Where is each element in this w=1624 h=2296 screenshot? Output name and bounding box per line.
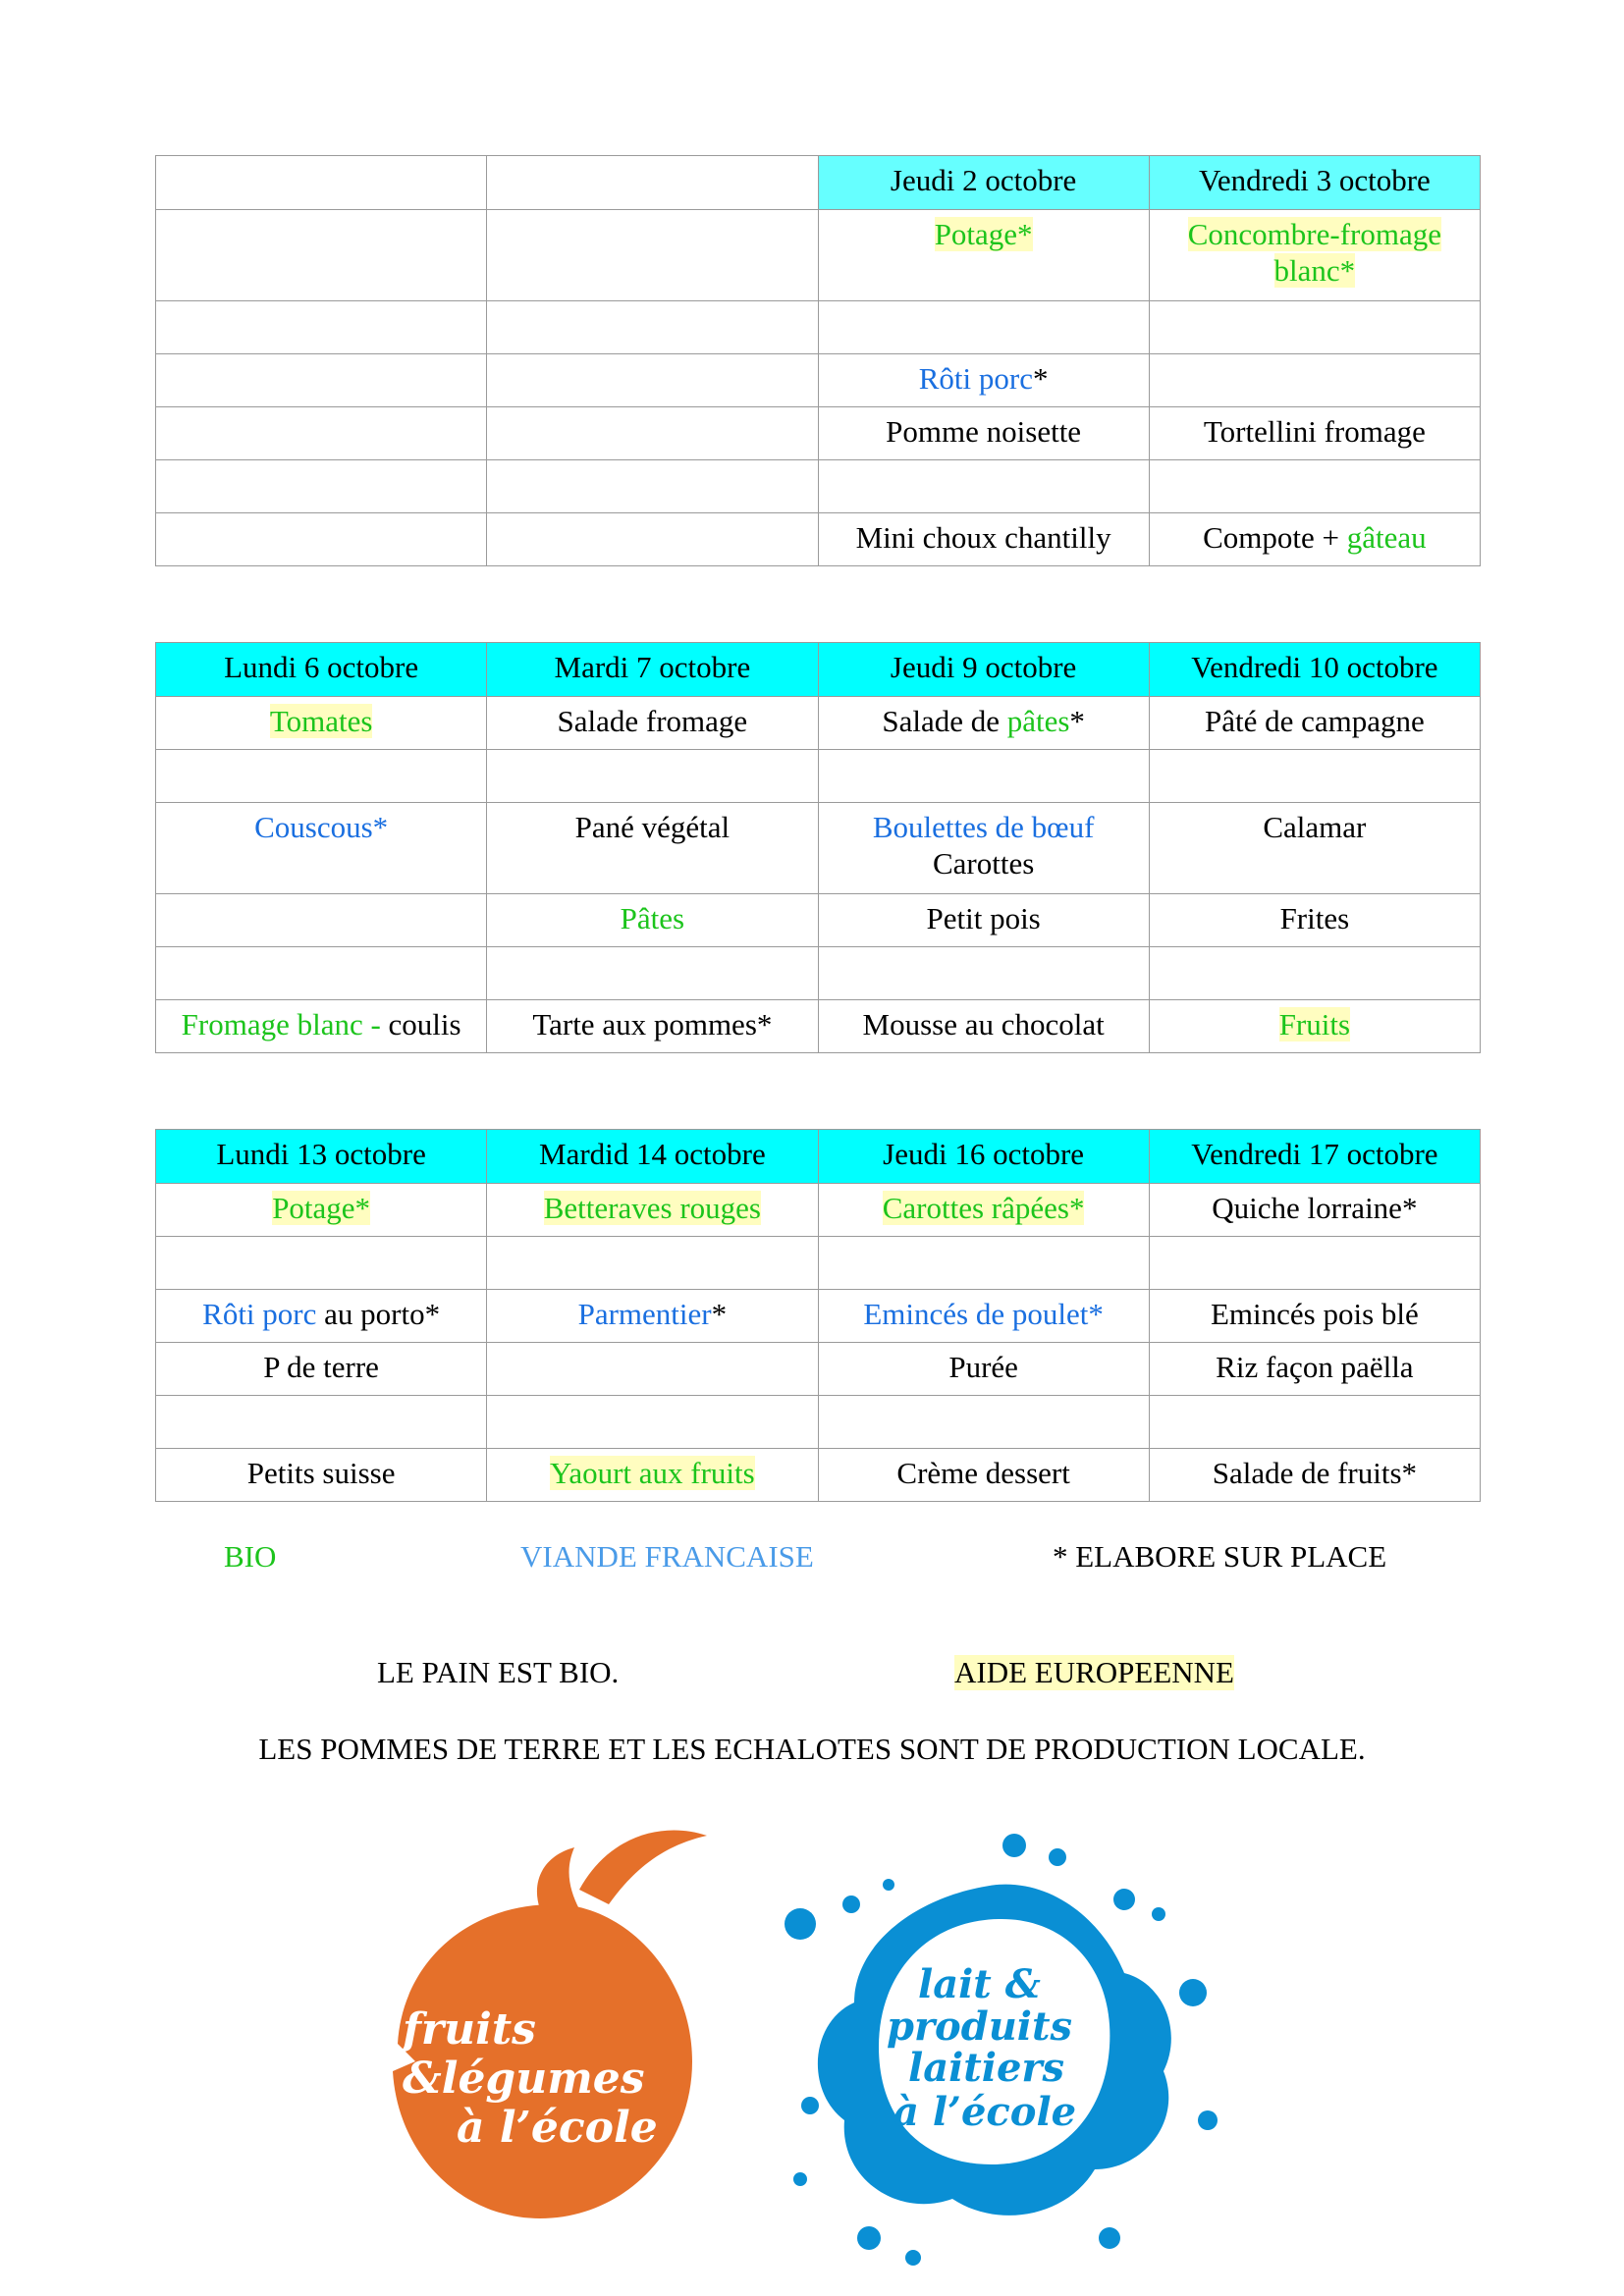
menu-item: Pané végétal	[487, 803, 818, 894]
menu-item: Mousse au chocolat	[818, 1000, 1149, 1053]
week-2-header-row	[156, 643, 1481, 697]
plat-row: Rôti porc au porto* Parmentier* Emincés de poulet* Emincés pois blé	[156, 1290, 1481, 1343]
legend-bio: BIO	[224, 1539, 277, 1574]
menu-item: Potage*	[934, 217, 1033, 251]
menu-item: Crème dessert	[818, 1449, 1149, 1502]
menu-item: Tortellini fromage	[1149, 407, 1480, 460]
menu-item: Riz façon paëlla	[1149, 1343, 1480, 1396]
header-day: Lundi 13 octobre	[156, 1130, 487, 1184]
menu-item: Pâté de campagne	[1149, 697, 1480, 750]
menu-item: Purée	[818, 1343, 1149, 1396]
lait-produits-laitiers-logo	[771, 1826, 1232, 2277]
accompagnement-row	[156, 1343, 1481, 1396]
menu-item: Emincés pois blé	[1149, 1290, 1480, 1343]
empty-row	[156, 1237, 1481, 1290]
header-day: Jeudi 9 octobre	[818, 643, 1149, 697]
menu-week-1	[155, 155, 1481, 566]
menu-item: Fruits	[1278, 1007, 1351, 1041]
legend-elabore: * ELABORE SUR PLACE	[1053, 1539, 1387, 1574]
empty-row	[156, 750, 1481, 803]
menu-week-2	[155, 642, 1481, 1053]
entree-row	[156, 1184, 1481, 1237]
menu-item: Concombre-fromage blanc*	[1187, 217, 1441, 288]
menu-item: Tarte aux pommes*	[487, 1000, 818, 1053]
menu-item: Rôti porc	[202, 1297, 317, 1331]
menu-item: Pâtes	[620, 901, 685, 935]
logo-text: lait &	[918, 1961, 1041, 2007]
plat-row: Rôti porc*	[156, 354, 1481, 407]
fruits-legumes-logo	[368, 1816, 731, 2238]
plat-row: Couscous* Pané végétal Boulettes de bœuf Carottes Calamar	[156, 803, 1481, 894]
menu-item: P de terre	[156, 1343, 487, 1396]
empty-row	[156, 947, 1481, 1000]
menu-item: Fromage blanc -	[181, 1007, 389, 1041]
header-cell-empty	[487, 156, 818, 210]
logo-text: laitiers	[908, 2045, 1065, 2091]
legend-viande: VIANDE FRANCAISE	[520, 1539, 814, 1574]
dessert-row	[156, 1449, 1481, 1502]
header-day: Mardi 7 octobre	[487, 643, 818, 697]
menu-item: Carottes râpées*	[882, 1191, 1085, 1225]
header-day: Lundi 6 octobre	[156, 643, 487, 697]
legend-pain: LE PAIN EST BIO.	[377, 1655, 620, 1689]
splash-shape	[579, 1831, 707, 1904]
header-day: Jeudi 16 octobre	[818, 1130, 1149, 1184]
menu-item: Salade fromage	[487, 697, 818, 750]
menu-item: Potage*	[272, 1191, 371, 1225]
header-day: Mardid 14 octobre	[487, 1130, 818, 1184]
menu-item: Quiche lorraine*	[1149, 1184, 1480, 1237]
empty-row	[156, 460, 1481, 513]
menu-item: Mini choux chantilly	[818, 513, 1149, 566]
entree-row: Tomates Salade fromage Salade de pâtes* Pâté de campagne	[156, 697, 1481, 750]
menu-item: Frites	[1149, 894, 1480, 947]
week-1-header-row	[156, 156, 1481, 210]
logo-text: produits	[887, 2003, 1072, 2050]
empty-row	[156, 1396, 1481, 1449]
leaf-shape	[537, 1847, 579, 1909]
menu-item: Betteraves rouges	[543, 1191, 761, 1225]
menu-item: Salade de fruits*	[1149, 1449, 1480, 1502]
header-day: Vendredi 17 octobre	[1149, 1130, 1480, 1184]
menu-item: Rôti porc	[918, 361, 1033, 396]
header-day: Jeudi 2 octobre	[818, 156, 1149, 210]
menu-item: Couscous*	[254, 810, 389, 844]
dessert-row: Mini choux chantilly Compote + gâteau	[156, 513, 1481, 566]
menu-item: Petits suisse	[156, 1449, 487, 1502]
week-3-header-row	[156, 1130, 1481, 1184]
menu-item: Calamar	[1149, 803, 1480, 894]
menu-item: Emincés de poulet*	[863, 1297, 1104, 1331]
entree-row	[156, 210, 1481, 301]
empty-row	[156, 301, 1481, 354]
logo-text: à l’école	[893, 2089, 1077, 2135]
menu-item: Tomates	[269, 704, 373, 738]
menu-item: Pomme noisette	[818, 407, 1149, 460]
accompagnement-row	[156, 407, 1481, 460]
accompagnement-row	[156, 894, 1481, 947]
header-day: Vendredi 10 octobre	[1149, 643, 1480, 697]
menu-week-3	[155, 1129, 1481, 1502]
logo-text: &légumes	[403, 2054, 645, 2104]
dessert-row: Fromage blanc - coulis Tarte aux pommes* Mousse au chocolat Fruits	[156, 1000, 1481, 1053]
menu-item: Boulettes de bœuf	[872, 810, 1095, 844]
menu-item: Petit pois	[818, 894, 1149, 947]
legend-aide: AIDE EUROPEENNE	[954, 1655, 1234, 1689]
logo-text: à l’école	[457, 2103, 658, 2153]
logo-text: fruits	[403, 2004, 536, 2055]
legend-local: LES POMMES DE TERRE ET LES ECHALOTES SONT DE PRODUCTION LOCALE.	[258, 1732, 1366, 1766]
header-day: Vendredi 3 octobre	[1149, 156, 1480, 210]
menu-item: Parmentier	[577, 1297, 712, 1331]
header-cell-empty	[156, 156, 487, 210]
menu-item: Yaourt aux fruits	[550, 1456, 755, 1490]
menu-item: Compote +	[1203, 520, 1347, 555]
